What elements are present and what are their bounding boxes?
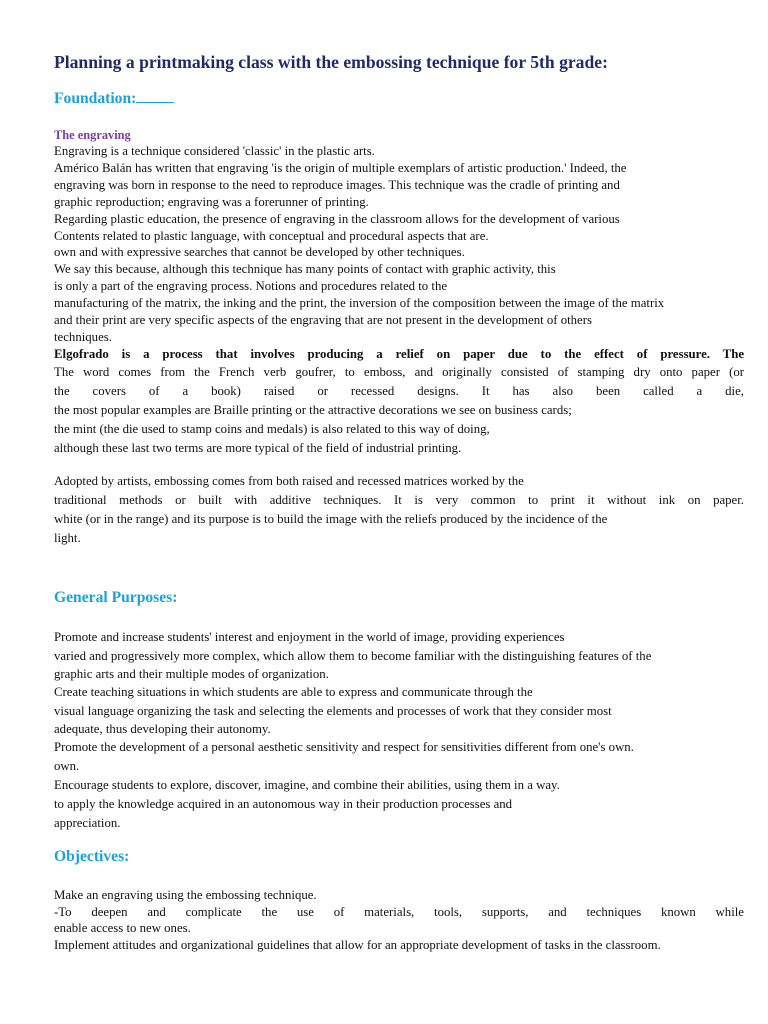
paragraph-line: Encourage students to explore, discover, imagine, and combine their abilities, using them in a way. (54, 777, 560, 792)
paragraph-line: the covers of a book) raised or recessed designs. It has also been called a die, (54, 383, 744, 398)
paragraph-line: visual language organizing the task and selecting the elements and processes of work that they consider most (54, 703, 612, 718)
paragraph-line: engraving was born in response to the need to reproduce images. This technique was the cradle of printing and (54, 177, 620, 192)
paragraph-line: own and with expressive searches that cannot be developed by other techniques. (54, 245, 465, 260)
spacer (54, 548, 744, 588)
paragraph-line: traditional methods or built with additive techniques. It is very common to print it without ink on paper. (54, 492, 744, 507)
paragraph-line: the most popular examples are Braille printing or the attractive decorations we see on business cards; (54, 402, 572, 417)
objectives-heading: Objectives: (54, 847, 130, 865)
general-purposes-heading: General Purposes: (54, 588, 178, 606)
spacer (54, 833, 744, 847)
spacer (54, 608, 744, 628)
paragraph-line: The word comes from the French verb goufrer, to emboss, and originally consisted of stamping dry onto paper (or (54, 364, 744, 379)
paragraph-line: We say this because, although this technique has many points of contact with graphic activity, this (54, 262, 556, 277)
paragraph-line: Promote the development of a personal aesthetic sensitivity and respect for sensitivities different from one's own. (54, 739, 634, 754)
paragraph-line: techniques. (54, 329, 112, 344)
paragraph-line: own. (54, 758, 80, 773)
paragraph-line: white (or in the range) and its purpose is to build the image with the reliefs produced by the incidence of the (54, 511, 608, 526)
paragraph-line: light. (54, 530, 81, 545)
paragraph-line: adequate, thus developing their autonomy. (54, 721, 271, 736)
heading-underline (136, 88, 174, 103)
paragraph-line: -To deepen and complicate the use of materials, tools, supports, and techniques known while (54, 904, 744, 919)
paragraph-line: Implement attitudes and organizational guidelines that allow for an appropriate development of tasks in the classroom. (54, 938, 661, 953)
paragraph-line: to apply the knowledge acquired in an autonomous way in their production processes and (54, 796, 513, 811)
paragraph-line: is only a part of the engraving process. Notions and procedures related to the (54, 279, 448, 294)
paragraph-line: Adopted by artists, embossing comes from both raised and recessed matrices worked by the (54, 473, 524, 488)
paragraph-line: although these last two terms are more typical of the field of industrial printing. (54, 440, 462, 455)
paragraph-line: varied and progressively more complex, which allow them to become familiar with the distinguishing features of the (54, 648, 652, 663)
paragraph-line: Contents related to plastic language, with conceptual and procedural aspects that are. (54, 228, 489, 243)
paragraph-line: graphic arts and their multiple modes of organization. (54, 666, 329, 681)
paragraph-line: graphic reproduction; engraving was a forerunner of printing. (54, 194, 369, 209)
paragraph-line: the mint (the die used to stamp coins and medals) is also related to this way of doing, (54, 421, 490, 436)
page-title: Planning a printmaking class with the embossing technique for 5th grade: (54, 52, 608, 72)
foundation-heading (54, 88, 744, 109)
paragraph-line: appreciation. (54, 815, 121, 830)
spacer (54, 867, 744, 887)
paragraph-line: Create teaching situations in which students are able to express and communicate through the (54, 684, 533, 699)
paragraph-line: and their print are very specific aspects of the engraving that are not present in the development of others (54, 313, 592, 328)
engraving-subheading: The engraving (54, 128, 131, 142)
spacer (54, 458, 744, 472)
paragraph-line: Engraving is a technique considered 'classic' in the plastic arts. (54, 144, 375, 158)
foundation-heading-text: Foundation: (54, 90, 137, 107)
bold-definition-line: Elgofrado is a process that involves producing a relief on paper due to the effect of pressure. The (54, 346, 744, 361)
paragraph-line: Regarding plastic education, the presence of engraving in the classroom allows for the development of various (54, 211, 620, 226)
paragraph-line: Promote and increase students' interest and enjoyment in the world of image, providing experiences (54, 629, 565, 644)
paragraph-line: Américo Balán has written that engraving 'is the origin of multiple exemplars of artistic production.' Indeed, the (54, 160, 627, 175)
document-page (54, 50, 744, 954)
paragraph-line: Make an engraving using the embossing technique. (54, 887, 317, 902)
paragraph-line: enable access to new ones. (54, 921, 191, 936)
paragraph-line: manufacturing of the matrix, the inking and the print, the inversion of the composition between the image of the matrix (54, 296, 665, 311)
